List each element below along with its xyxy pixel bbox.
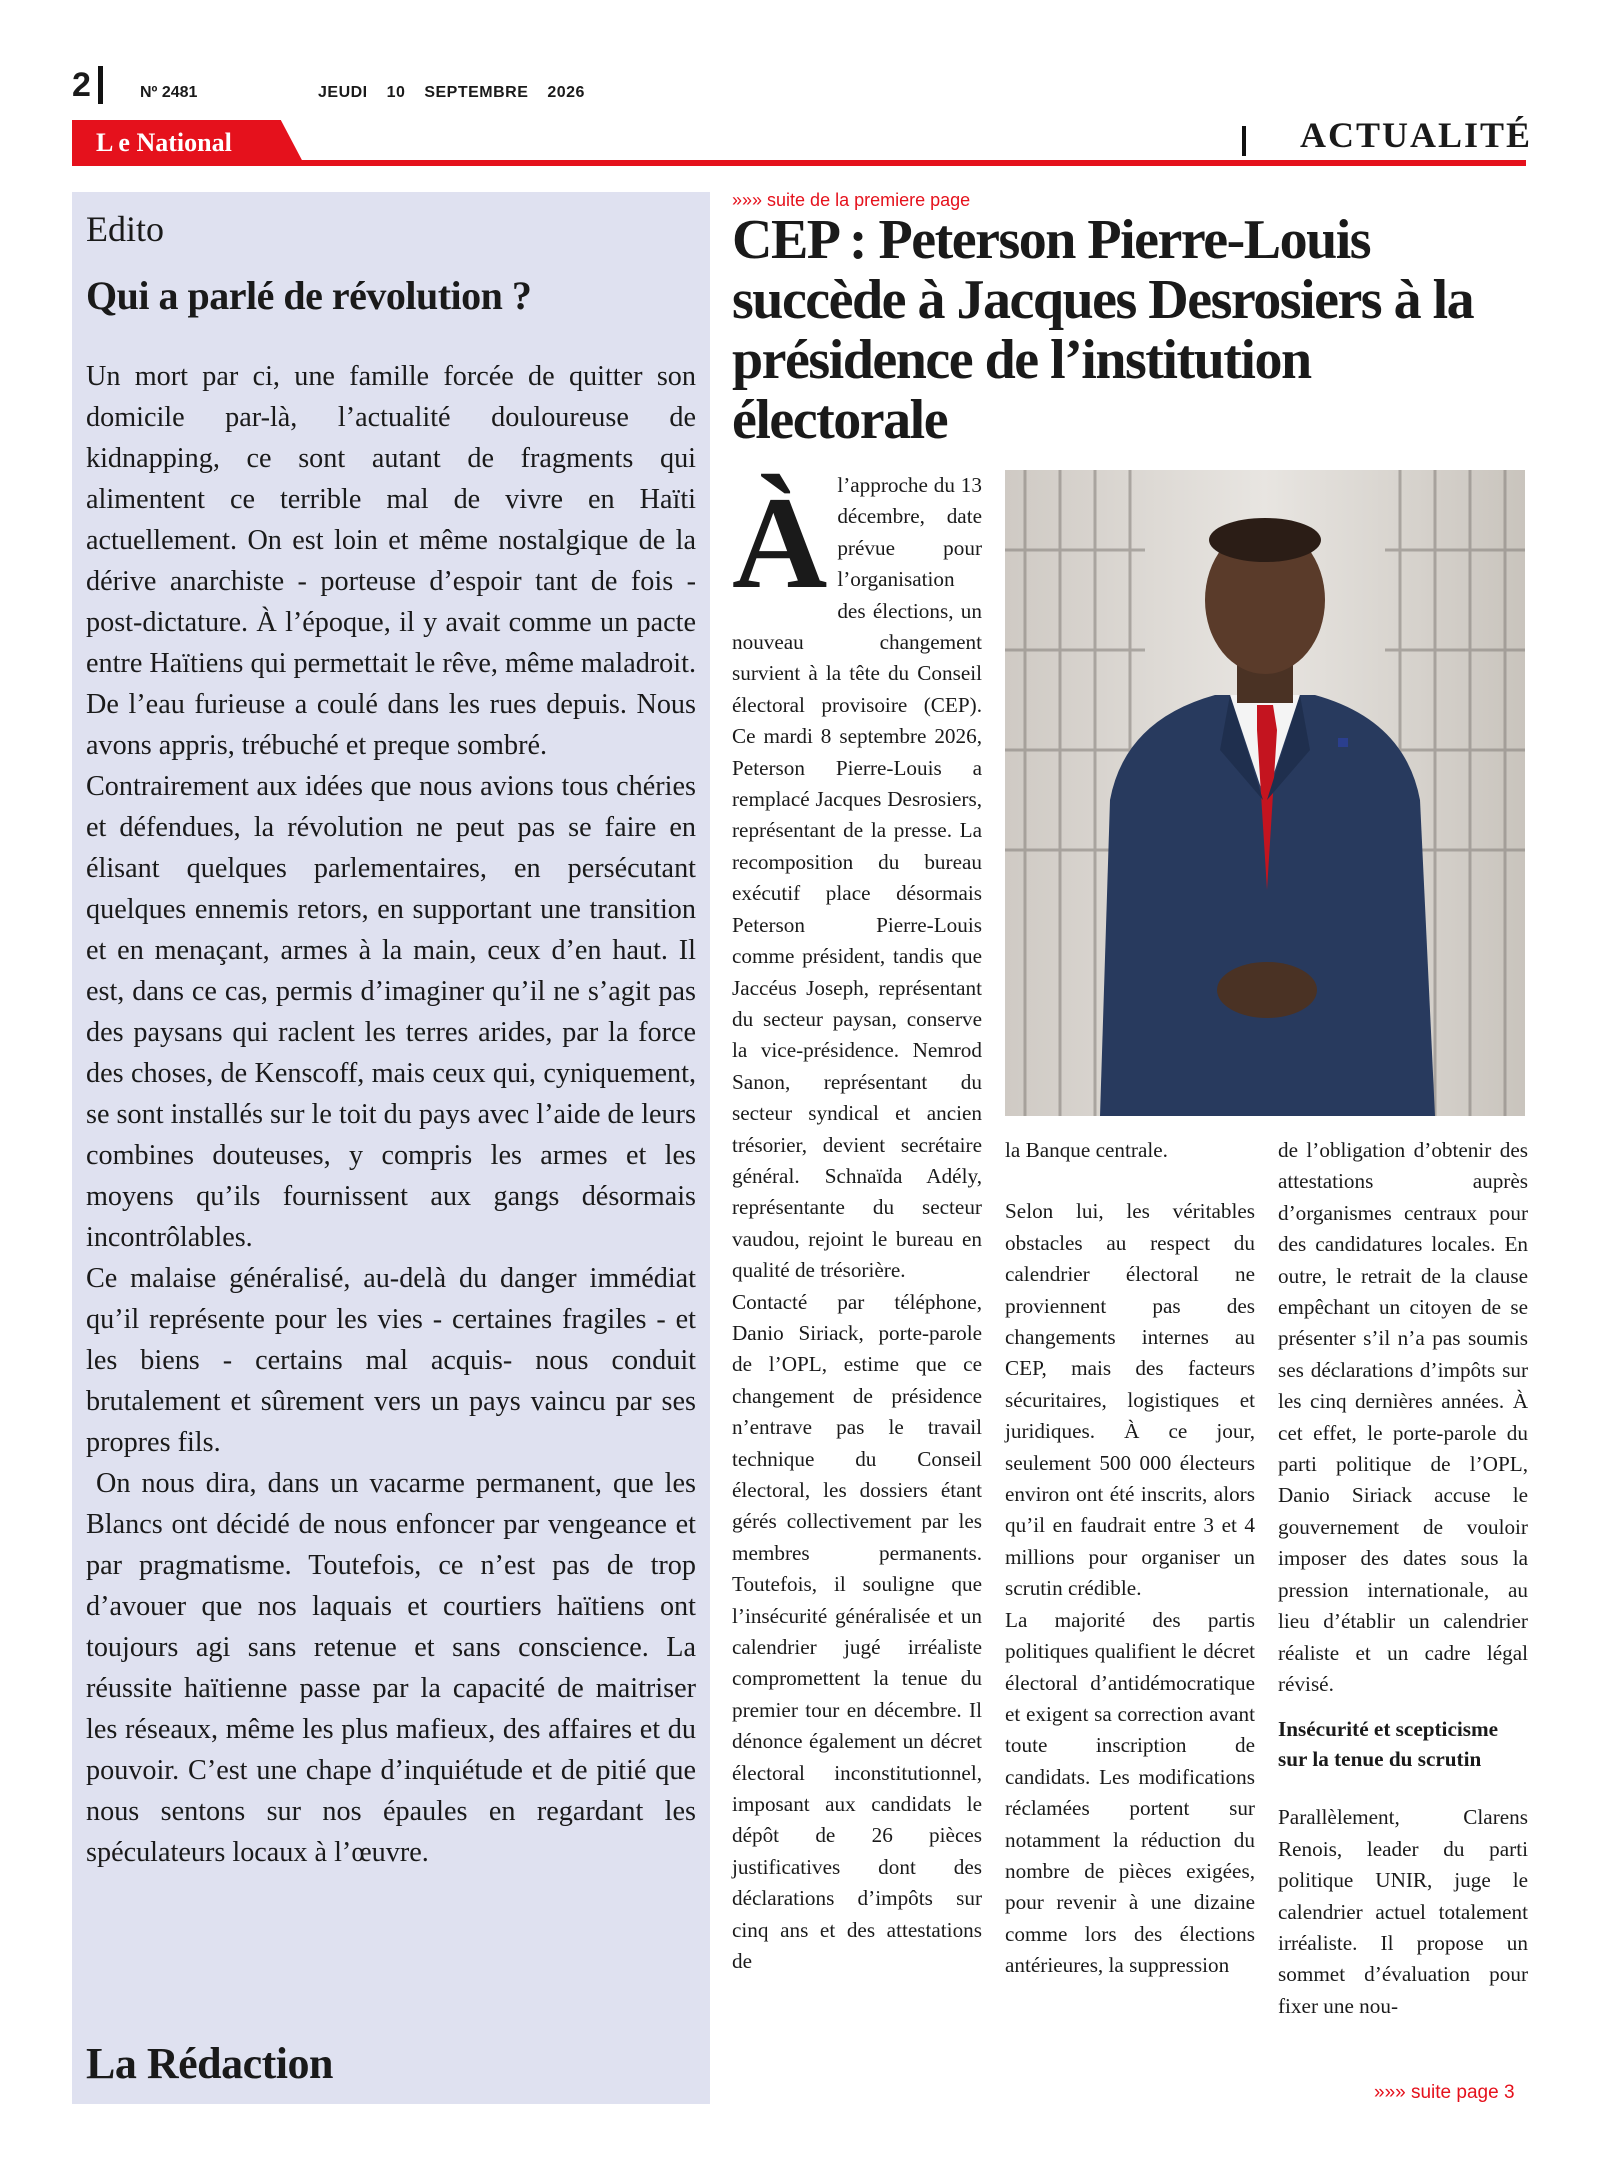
article-column-3 <box>1278 1135 1528 2022</box>
edito-title: Qui a parlé de révolution ? <box>86 273 532 318</box>
issue-number: Nº 2481 <box>140 84 198 101</box>
article-paragraph: l’approche du 13 décembre, date prévue pour l’organisation des élections, un nouveau changement survient à la tête du Conseil électoral provisoire (CEP). Ce mardi 8 septembre 2026, Peterson Pierre-Louis a remplacé Jacques Desrosiers, représentant de la presse. La recomposition du bureau exécutif place désormais Peterson Pierre-Louis comme président, tandis que Jaccéus Joseph, représentant du secteur paysan, conserve la vice-présidence. Nemrod Sanon, représentant du secteur syndical et ancien trésorier, devient secrétaire général. Schnaïda Adély, représentante du secteur vaudou, rejoint le bureau en qualité de trésorière. <box>732 473 982 1283</box>
article-paragraph: de l’obligation d’obtenir des attestations auprès d’organismes centraux pour des candidatures locales. En outre, le retrait de la clause empêchant un citoyen de se présenter s’il n’a pas soumis ses déclarations d’impôts sur les cinq dernières années. À cet effet, le porte-parole du parti politique de l’OPL, Danio Siriack accuse le gouvernement de vouloir imposer des dates sous la pression internationale, au lieu d’établir un calendrier réaliste et un cadre légal révisé. <box>1278 1138 1528 1696</box>
article-paragraph: La majorité des partis politiques qualifient le décret électoral d’antidémocratique et exigent sa correction avant toute inscription de candidats. Les modifications réclamées portent sur notamment la réduction du nombre de pièces exigées, pour revenir à une dizaine comme lors des élections antérieures, la suppression <box>1005 1607 1255 1978</box>
page-number: 2 <box>72 66 91 104</box>
drop-cap: À <box>732 469 828 616</box>
page-number-divider <box>98 66 103 104</box>
article-column-1 <box>732 470 982 1978</box>
article-paragraph: Selon lui, les véritables obstacles au respect du calendrier électoral ne proviennent pas des changements internes au CEP, mais des facteurs sécuritaires, logistiques et juridiques. À ce jour, seulement 500 000 électeurs environ ont été inscrits, alors qu’il en faudrait entre 3 et 4 millions pour organiser un scrutin crédible. <box>1005 1199 1255 1601</box>
weekday: JEUDI <box>318 84 368 101</box>
date: 10 SEPTEMBRE 2026 <box>386 84 585 101</box>
article-headline: CEP : Peterson Pierre-Louis succède à Jacques Desrosiers à la présidence de l’institution électorale <box>732 209 1474 451</box>
article-column-2 <box>1005 1135 1255 1982</box>
masthead-rule <box>72 160 1526 166</box>
portrait-image <box>1005 470 1525 1116</box>
edito-kicker: Edito <box>86 209 164 249</box>
edito-paragraph: Un mort par ci, une famille forcée de quitter son domicile par-là, l’actualité douloureuse de kidnapping, ce sont autant de fragments qui alimentent ce terrible mal de vivre en Haïti actuellement. On est loin et même nostalgique de la dérive anarchiste - porteuse d’espoir tant de fois - post-dictature. À l’époque, il y avait comme un pacte entre Haïtiens qui permettait le rêve, même maladroit. De l’eau furieuse a coulé dans les rues depuis. Nous avons appris, trébuché et preque sombré. <box>86 361 696 761</box>
edito-paragraph: On nous dira, dans un vacarme permanent, que les Blancs ont décidé de nous enfoncer par vengeance et par pragmatisme. Toutefois, ce n’est pas de trop d’avouer que nos laquais et courtiers haïtiens ont toujours agi sans retenue et sans conscience. La réussite haïtienne passe par la capacité de maitriser les réseaux, même les plus mafieux, des affaires et du pouvoir. C’est une chape d’inquiétude et de pitié que nous sentons sur nos épaules en regardant les spéculateurs locaux à l’œuvre. <box>86 1468 696 1868</box>
newspaper-brand: L e National <box>96 128 232 157</box>
article-photo <box>1005 470 1525 1116</box>
paragraph-gap <box>1005 1166 1255 1196</box>
article-subhead: Insécurité et scepticisme sur la tenue du scrutin <box>1278 1717 1499 1772</box>
edito-signature: La Rédaction <box>86 2039 333 2088</box>
section-divider <box>1242 126 1246 156</box>
edito-body <box>86 356 696 1873</box>
continued-from-link[interactable]: »»» suite de la premiere page <box>732 190 971 210</box>
article-paragraph: Parallèlement, Clarens Renois, leader du parti politique UNIR, juge le calendrier actuel totalement irréaliste. Il propose un sommet d’évaluation pour fixer une nou- <box>1278 1805 1528 2018</box>
edito-paragraph: Contrairement aux idées que nous avions tous chéries et défendues, la révolution ne peut pas se faire en élisant quelques parlementaires, en persécutant quelques ennemis retors, en supportant une transition et en menaçant, armes à la main, ceux d’en haut. Il est, dans ce cas, permis d’imaginer qu’il ne s’agit pas des paysans qui raclent les terres arides, par la force des choses, de Kenscoff, mais ceux qui, cyniquement, se sont installés sur le toit du pays avec l’aide de leurs combines douteuses, y compris les armes et les moyens qu’ils fournissent aux gangs désormais incontrôlables. <box>86 771 696 1253</box>
article-paragraph: la Banque centrale. <box>1005 1138 1168 1162</box>
edito-paragraph: Ce malaise généralisé, au-delà du danger immédiat qu’il représente pour les vies - certaines fragiles - et les biens - certains mal acquis- nous conduit brutalement et sûrement vers un pays vaincu par ses propres fils. <box>86 1263 696 1458</box>
continued-to-link[interactable]: »»» suite page 3 <box>1374 2082 1515 2103</box>
section-title: ACTUALITÉ <box>1300 115 1533 155</box>
article-paragraph: Contacté par téléphone, Danio Siriack, porte-parole de l’OPL, estime que ce changement de présidence n’entrave pas le travail technique du Conseil électoral, les dossiers étant gérés collectivement par les membres permanents. Toutefois, il souligne que l’insécurité généralisée et un calendrier jugé irréaliste compromettent la tenue du premier tour en décembre. Il dénonce également un décret électoral inconstitutionnel, imposant aux candidats le dépôt de 26 pièces justificatives dont des déclarations d’impôts sur cinq ans et des attestations de <box>732 1289 982 1974</box>
publication-date <box>318 84 585 102</box>
